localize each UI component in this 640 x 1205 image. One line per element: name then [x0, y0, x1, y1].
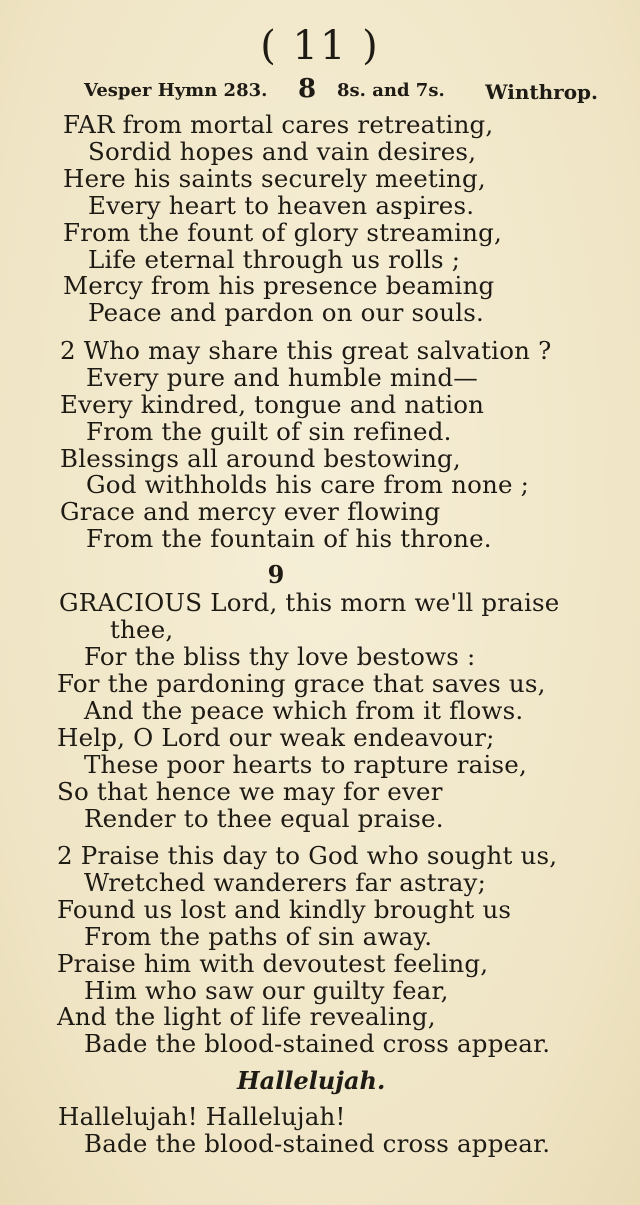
hymn8-s2-line7: Grace and mercy ever flowing	[60, 497, 441, 526]
tune-name: Winthrop.	[485, 80, 598, 104]
hymn8-s2-line8: From the fountain of his throne.	[86, 524, 492, 553]
hymn8-s1-line2: Sordid hopes and vain desires,	[88, 137, 477, 166]
hymn9-s1-line5: Help, O Lord our weak endeavour;	[57, 723, 495, 752]
hymn8-s2-line4: From the guilt of sin refined.	[86, 417, 452, 446]
meter: 8s. and 7s.	[337, 80, 445, 101]
hymn8-s2-line5: Blessings all around bestowing,	[60, 444, 461, 473]
hymn9-s1-line6: These poor hearts to rapture raise,	[84, 750, 527, 779]
hymn9-s1-line7: So that hence we may for ever	[57, 777, 443, 806]
refrain-line2: Bade the blood-stained cross appear.	[84, 1129, 551, 1158]
refrain-heading: Hallelujah.	[237, 1066, 386, 1095]
hymn9-s2-line7: And the light of life revealing,	[57, 1002, 436, 1031]
hymn9-s1-line1-cont: thee,	[110, 615, 174, 644]
hymn-number-8: 8	[298, 74, 317, 104]
hymn8-s2-line1: 2 Who may share this great salvation ?	[60, 336, 552, 365]
hymn9-s1-line8: Render to thee equal praise.	[84, 804, 444, 833]
hymn9-s2-line2: Wretched wanderers far astray;	[84, 868, 487, 897]
hymn9-s2-line4: From the paths of sin away.	[84, 922, 433, 951]
hymn8-s1-line3: Here his saints securely meeting,	[63, 164, 486, 193]
hymn8-s1-line6: Life eternal through us rolls ;	[88, 245, 461, 274]
tune-reference: Vesper Hymn 283.	[84, 80, 268, 101]
hymn8-s2-line2: Every pure and humble mind—	[86, 363, 478, 392]
hymn9-s2-line3: Found us lost and kindly brought us	[57, 895, 512, 924]
hymn9-s2-line1: 2 Praise this day to God who sought us,	[57, 841, 558, 870]
hymn9-s1-line4: And the peace which from it flows.	[84, 696, 524, 725]
hymn8-s1-line5: From the fount of glory streaming,	[63, 218, 502, 247]
hymn9-s2-line5: Praise him with devoutest feeling,	[57, 949, 489, 978]
hymn9-s1-line3: For the pardoning grace that saves us,	[57, 669, 546, 698]
hymn8-s1-line4: Every heart to heaven aspires.	[88, 191, 475, 220]
hymn-number-9: 9	[267, 560, 285, 589]
hymn9-s2-line8: Bade the blood-stained cross appear.	[84, 1029, 551, 1058]
refrain-line1: Hallelujah! Hallelujah!	[58, 1102, 346, 1131]
hymn8-s2-line3: Every kindred, tongue and nation	[60, 390, 485, 419]
hymn9-s1-line1: GRACIOUS Lord, this morn we'll praise	[59, 588, 560, 617]
page-number: ( 11 )	[260, 23, 380, 69]
hymn8-s1-line1: FAR from mortal cares retreating,	[63, 110, 494, 139]
hymn9-s1-line2: For the bliss thy love bestows :	[84, 642, 476, 671]
hymn8-s1-line7: Mercy from his presence beaming	[63, 271, 495, 300]
hymn-header	[0, 74, 640, 108]
hymn8-s1-line8: Peace and pardon on our souls.	[88, 298, 485, 327]
hymn9-s2-line6: Him who saw our guilty fear,	[84, 976, 449, 1005]
hymn8-s2-line6: God withholds his care from none ;	[86, 470, 530, 499]
